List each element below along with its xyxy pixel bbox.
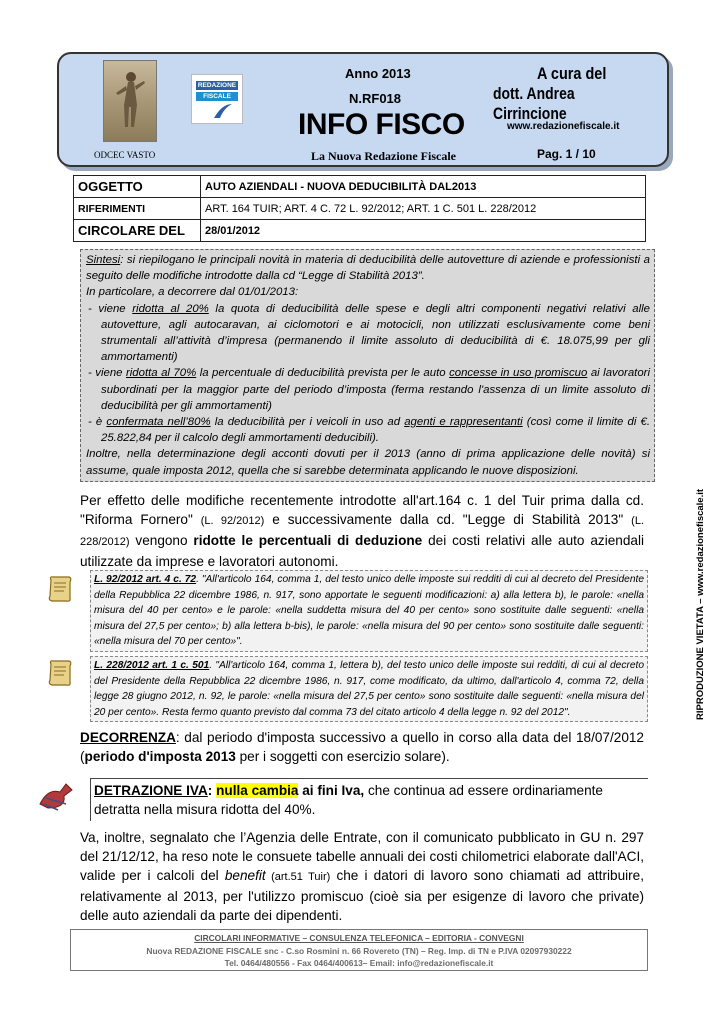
circolare-value: 28/01/2012 <box>201 220 646 242</box>
page-footer <box>70 929 648 971</box>
publication-title: INFO FISCO <box>298 108 465 141</box>
page-number: Pag. 1 / 10 <box>537 147 596 161</box>
issue-number: N.RF018 <box>349 91 402 106</box>
sintesi-bullet-3: - è confermata nell’80% la deducibilità per i veicoli in uso ad agenti e rappresentanti (così come il limite di €. 25.822,84 per il calcolo degli ammortamenti deducibili). <box>88 416 650 445</box>
law-1-text: . "All'articolo 164, comma 1, del testo unico delle imposte sui redditi di cui al decreto del Presidente della Repubblica 22 dicembre 1986, n. 917, sono apportate le seguenti modificazioni: a) alla lettera b), le parole: «nella misura del 40 per cento» e le parole: «nella suddetta misura del 40 per cento» sono sostituite dalle seguenti: «nella misura del 27,5 per cento»; b) alla lettera b-bis), le parole: «nella misura del 90 per cento» sono sostituite dalle seguenti: «nella misura del 70 per cento»". <box>94 574 644 647</box>
odcec-label: ODCEC VASTO <box>94 150 156 160</box>
nulla-cambia-highlight: nulla cambia <box>216 783 299 798</box>
sintesi-final: Inoltre, nella determinazione degli acconti dovuti per il 2013 (anno di prima applicazione delle novità) si assume, quale imposta 2012, quella che si sarebbe determinata applicando le nuove disposizioni. <box>86 448 650 477</box>
website-link[interactable]: www.redazionefiscale.it <box>507 121 620 132</box>
document-header <box>57 52 669 167</box>
author-line-1: A cura del <box>537 64 607 83</box>
riferimenti-value: ART. 164 TUIR; ART. 4 C. 72 L. 92/2012; ART. 1 C. 501 L. 228/2012 <box>201 198 646 220</box>
logo-swoosh-icon <box>212 102 234 120</box>
aci-paragraph: Va, inoltre, segnalato che l’Agenzia delle Entrate, con il comunicato pubblicato in GU n. 297 del 21/12/12, ha reso note le consuete tabelle annuali dei costi chilometrici elaborate dall'ACI, valide per i calcoli del benefit (art.51 Tuir) che i datori di lavoro sono chiamati ad attribuire, relativamente al 2013, per l'utilizzo promiscuo (cioè sia per esigenze di lavoro che private) delle auto aziendali da parte dei dipendenti. <box>80 830 645 923</box>
sintesi-label: Sintesi <box>86 254 121 266</box>
sintesi-bullet-2: - viene ridotta al 70% la percentuale di deducibilità prevista per le auto concesse in uso promiscuo ai lavoratori subordinati per la maggior parte del periodo d’imposta (ferma restando l'assenza di un limite assoluto di deducibilità per gli ammortamenti) <box>88 367 651 412</box>
law-2-reference: L. 228/2012 art. 1 c. 501 <box>94 660 210 671</box>
publication-subtitle: La Nuova Redazione Fiscale <box>311 149 456 163</box>
logo-text-bottom: FISCALE <box>196 92 238 101</box>
statue-image <box>103 60 157 142</box>
footer-contacts: Tel. 0464/480556 - Fax 0464/400613– Email: info@redazionefiscale.it <box>224 958 494 968</box>
footer-services: CIRCOLARI INFORMATIVE – CONSULENZA TELEFONICA – EDITORIA - CONVEGNI <box>194 933 524 943</box>
riferimenti-label: RIFERIMENTI <box>74 198 201 220</box>
oggetto-label: OGGETTO <box>74 176 201 198</box>
copyright-side-text: RIPRODUZIONE VIETATA – www.redazionefiscale.it <box>695 488 706 720</box>
sintesi-bullet-1: - viene ridotta al 20% la quota di deducibilità delle spese e degli altri componenti negativi relativi alle autovetture, agli autocaravan, ai ciclomotori e ai motocicli, non utilizzati esclusivamente come beni strumentali all’attività d’impresa (permanendo il limite assoluto di deducibilità di €. 18.075,99 per gli ammortamenti) <box>88 302 650 364</box>
table-row <box>74 176 646 198</box>
sintesi-box <box>80 249 655 482</box>
detrazione-label: DETRAZIONE IVA <box>94 783 208 798</box>
table-row <box>74 220 646 242</box>
decorrenza-label: DECORRENZA <box>80 730 176 745</box>
pen-icon <box>36 774 76 814</box>
detrazione-iva-box: DETRAZIONE IVA: nulla cambia ai fini Iva, che continua ad essere ordinariamente detratta nella misura ridotta del 40%. <box>90 778 648 821</box>
redazione-fiscale-logo <box>191 74 243 124</box>
intro-paragraph: Per effetto delle modifiche recentemente introdotte all'art.164 c. 1 del Tuir prima dalla cd. "Riforma Fornero" (L. 92/2012) e successivamente dalla cd. "Legge di Stabilità 2013" (L. 228/2012) vengono ridotte le percentuali di deduzione dei costi relativi alle auto aziendali utilizzate da imprese e lavoratori autonomi. <box>80 493 644 569</box>
sintesi-line2: In particolare, a decorrere dal 01/01/2013: <box>86 286 299 299</box>
law-quote-1 <box>90 570 648 652</box>
circolare-label: CIRCOLARE DEL <box>74 220 201 242</box>
scroll-icon <box>45 574 75 604</box>
footer-company: Nuova REDAZIONE FISCALE snc - C.so Rosmini n. 66 Rovereto (TN) – Reg. Imp. di TN e P.IVA 02097930222 <box>146 945 572 956</box>
law-2-text: . "All'articolo 164, comma 1, lettera b), del testo unico delle imposte sui redditi, di cui al decreto del Presidente della Repubblica 22 dicembre 1986, n. 917, come modificato, da ultimo, dall'articolo 4, comma 72, della legge 28 giugno 2012, n. 92, le parole: «nella misura del 27,5 per cento» sono sostituite dalle seguenti: «nella misura del 20 per cento». Resta fermo quanto previsto dal comma 73 del citato articolo 4 della legge n. 92 del 2012". <box>94 660 644 718</box>
oggetto-value: AUTO AZIENDALI - NUOVA DEDUCIBILITÀ DAL2013 <box>201 176 646 198</box>
sintesi-intro: : si riepilogano le principali novità in materia di deducibilità delle autovetture di aziende e professionisti a seguito delle modifiche introdotte dalla cd “Legge di Stabilità 2013”. <box>86 254 650 283</box>
logo-text-top: REDAZIONE <box>197 82 237 89</box>
info-table <box>73 175 646 242</box>
scroll-icon <box>45 658 75 688</box>
decorrenza-paragraph: DECORRENZA: dal periodo d'imposta successivo a quello in corso alla data del 18/07/2012 (periodo d'imposta 2013 per i soggetti con esercizio solare). <box>80 730 644 764</box>
issue-year: Anno 2013 <box>345 66 411 81</box>
law-1-reference: L. 92/2012 art. 4 c. 72 <box>94 574 197 585</box>
law-quote-2 <box>90 656 648 722</box>
author-line-2: dott. Andrea Cirrincione <box>493 84 575 123</box>
table-row <box>74 198 646 220</box>
